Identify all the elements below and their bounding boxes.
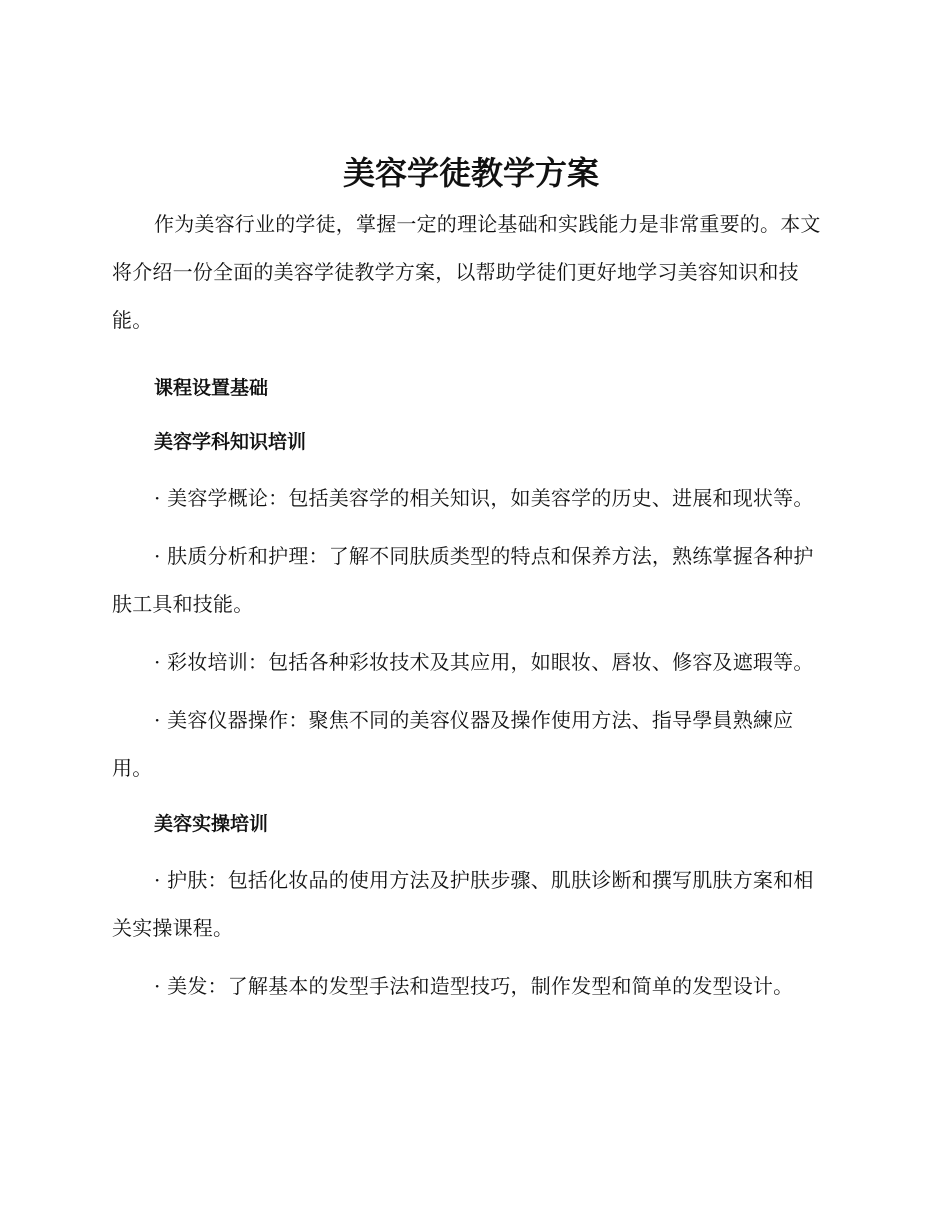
practice-item-skincare: · 护肤：包括化妆品的使用方法及护肤步骤、肌肤诊断和撰写肌肤方案和相关实操课程。	[112, 868, 814, 940]
document-body	[112, 150, 830, 1010]
intro-paragraph: 作为美容行业的学徒，掌握一定的理论基础和实践能力是非常重要的。本文将介绍一份全面的美容学徒教学方案，以帮助学徒们更好地学习美容知识和技能。	[112, 212, 821, 332]
knowledge-item-makeup: · 彩妆培训：包括各种彩妆技术及其应用，如眼妆、唇妆、修容及遮瑕等。	[154, 650, 814, 674]
document-title: 美容学徒教学方案	[342, 154, 599, 192]
knowledge-item-skin-analysis: · 肤质分析和护理：了解不同肤质类型的特点和保养方法，熟练掌握各种护肤工具和技能。	[112, 544, 814, 616]
knowledge-item-instruments: · 美容仪器操作：聚焦不同的美容仪器及操作使用方法、指导學員熟練应用。	[112, 708, 794, 780]
section-heading-knowledge-training: 美容学科知识培训	[154, 431, 307, 453]
knowledge-item-overview: · 美容学概论：包括美容学的相关知识，如美容学的历史、进展和现状等。	[154, 486, 814, 510]
section-heading-practice-training: 美容实操培训	[154, 813, 269, 835]
section-heading-course-basics: 课程设置基础	[154, 377, 269, 399]
practice-item-hair: · 美发：了解基本的发型手法和造型技巧，制作发型和简单的发型设计。	[154, 974, 794, 998]
